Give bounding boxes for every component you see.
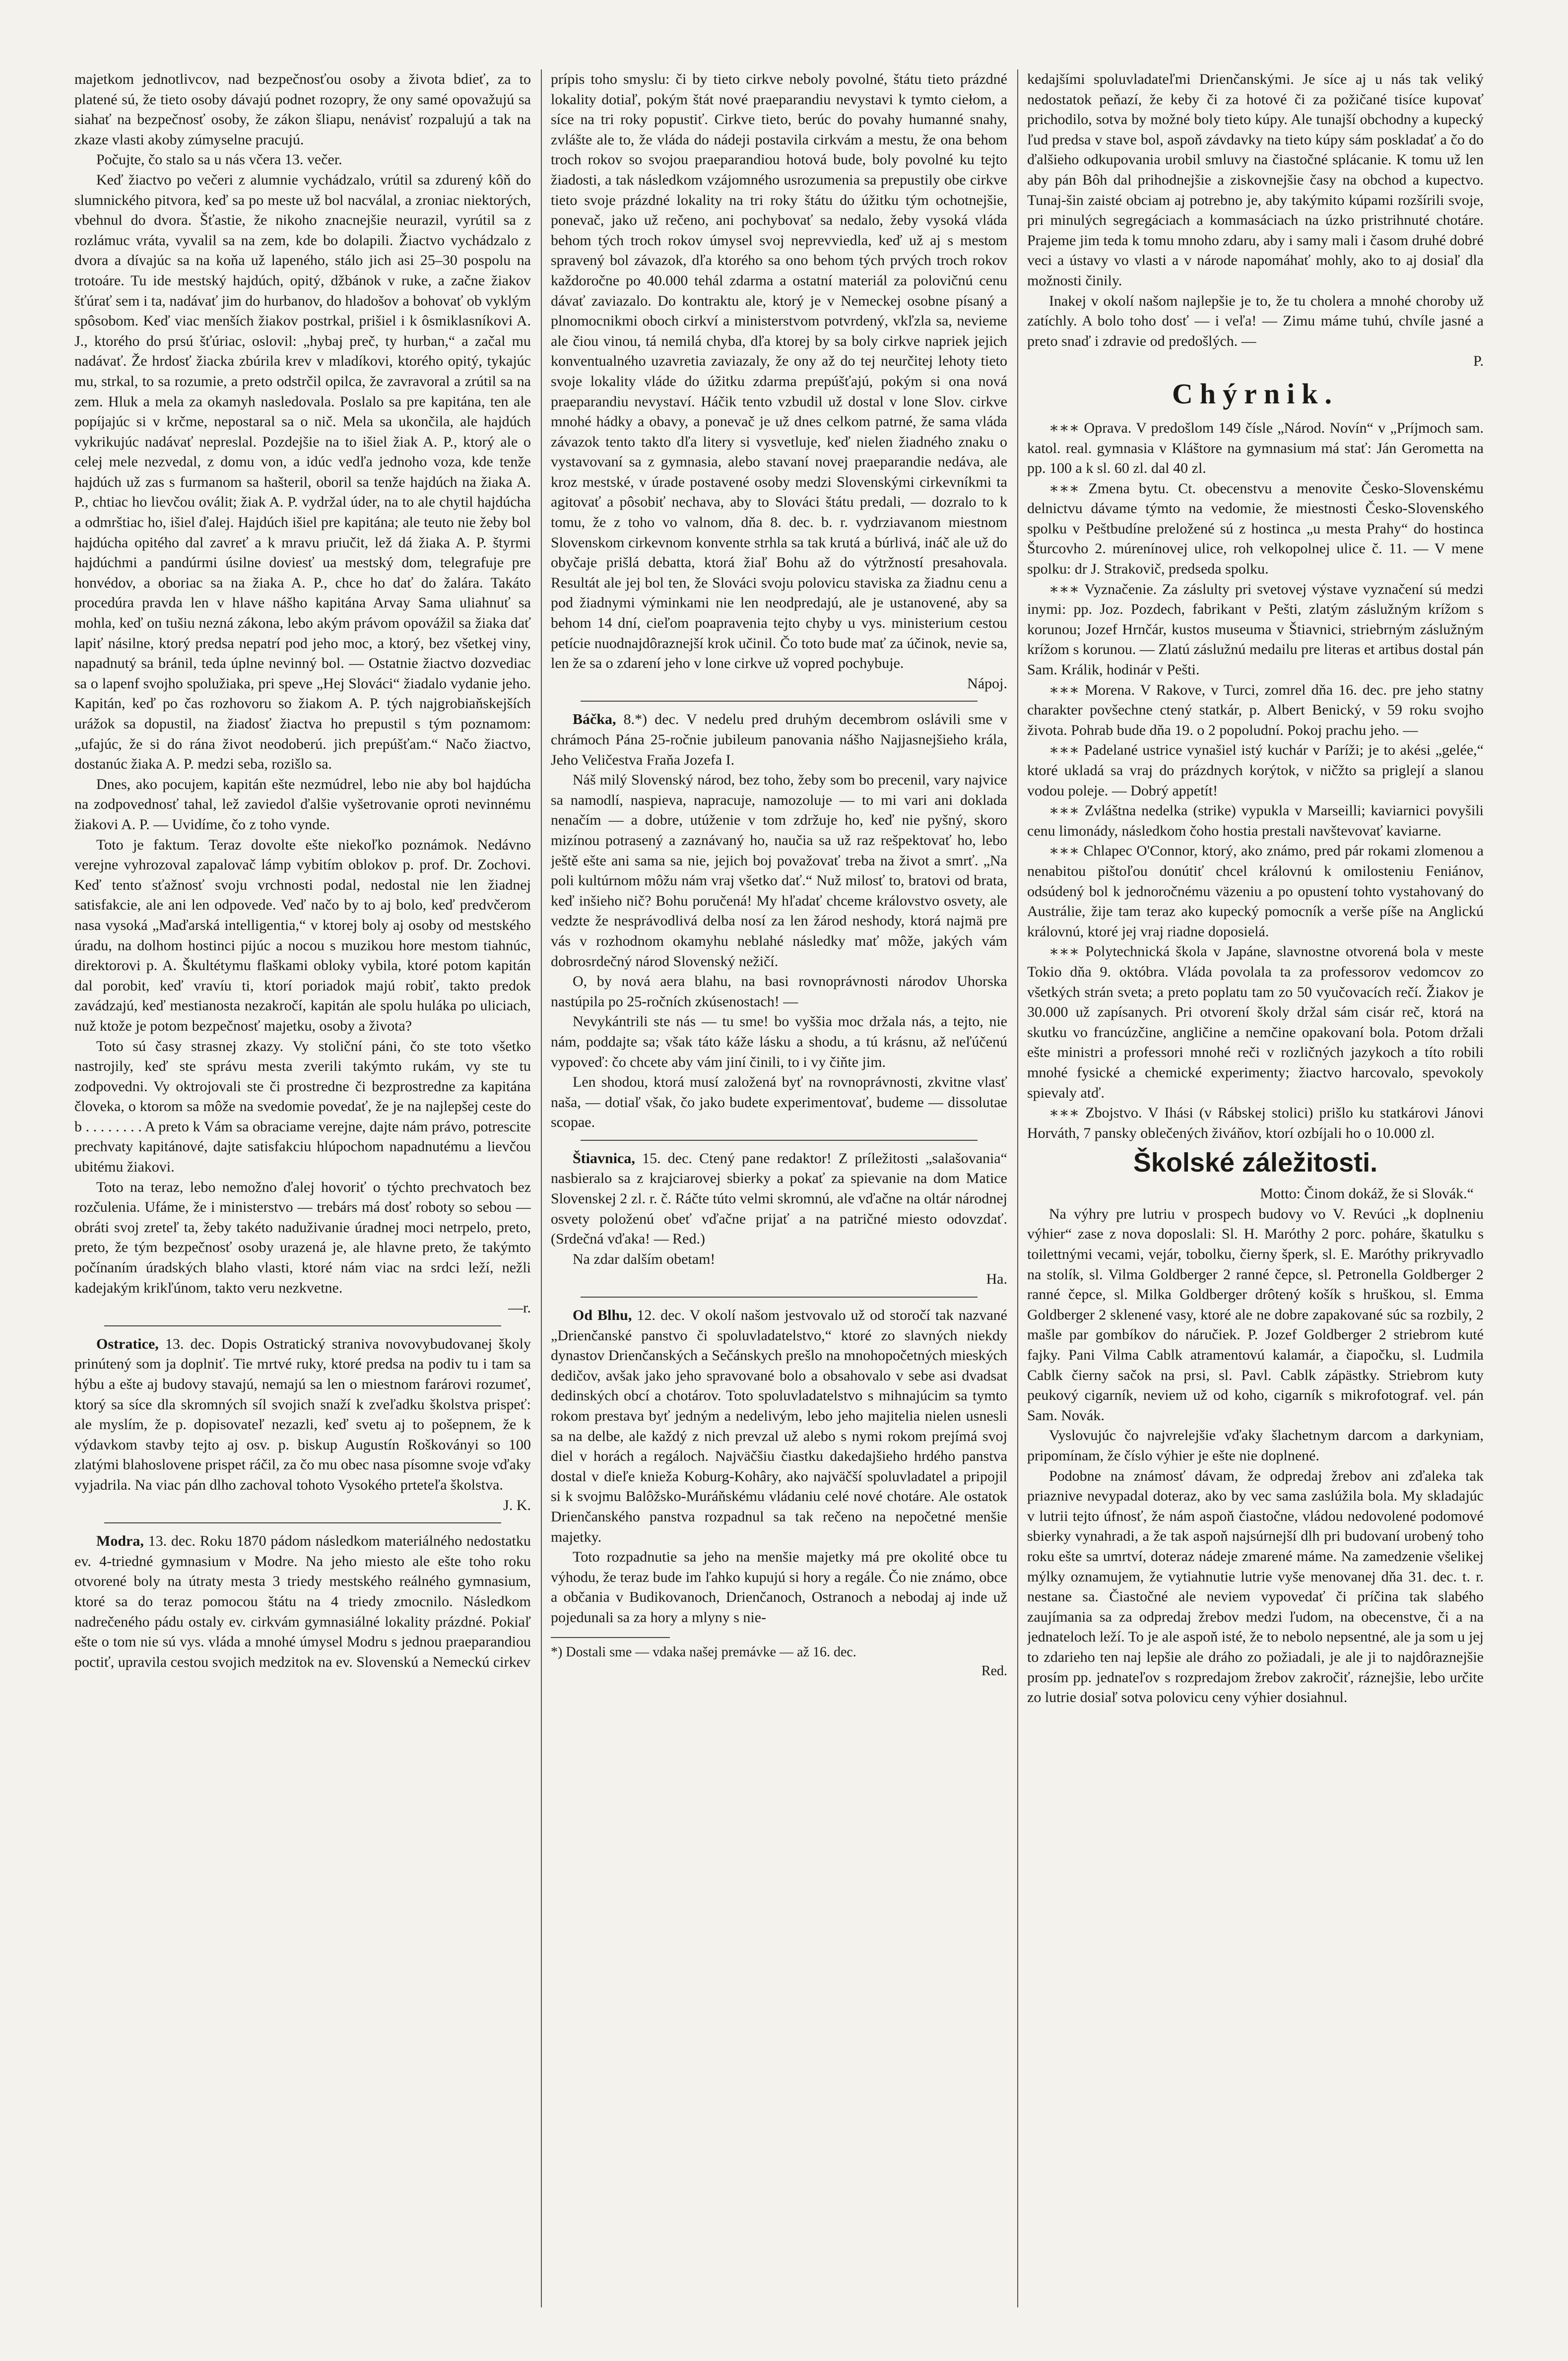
article-separator [581,701,978,702]
motto [1027,1184,1484,1204]
article-paragraph [74,1037,531,1178]
paragraph-text: Na zdar dalším obetam! [573,1250,716,1267]
paragraph-text: O, by nová aera blahu, na basi rovnoprávnosti národov Uhorska nastúpila po 25-ročních zkúsenostach! — [551,973,1007,1010]
paragraph-text: ∗∗∗ Padelané ustrice vynašiel istý kuchár v Paríži; je to akési „gelée,“ ktoré ukladá sa vraj do prázdnych korýtok, v ničžto sa priglejí a slanou vodou poleje. — Dobrý appetít! [1027,742,1484,799]
article-paragraph [551,770,1007,972]
paragraph-text: ∗∗∗ Oprava. V predošlom 149 čísle „Národ. Novín“ v „Príjmoch sam. katol. real. gymnasia v Kláštore na gymnasium má stať: Ján Gerometta na pp. 100 a k sl. 60 zl. dal 40 zl. [1027,419,1484,477]
paragraph-text: ∗∗∗ Morena. V Rakove, v Turci, zomrel dňa 16. dec. pre jeho statny charakter povšechne ctený statkár, p. Albert Benický, v 59 roku svojho života. Pohrab bude dňa 19. o 2 popoludní. Pokoj prachu jeho. — [1027,681,1484,738]
article-paragraph [1027,69,1484,291]
paragraph-text: 8.*) dec. V nedelu pred druhým decembrom oslávili sme v chrámoch Pána 25-ročnie jubileum panovania nášho Najjasnejšieho krála, Jeho Veličestva Fraňa Jozefa I. [551,711,1007,768]
column-divider [541,69,542,2307]
article-paragraph [551,972,1007,1012]
article-paragraph [1027,1466,1484,1708]
dateline: Ostratice, [96,1335,159,1352]
author-signature: —r. [508,1300,531,1316]
article-paragraph [551,69,1007,694]
paragraph-text: ∗∗∗ Chlapec O'Connor, ktorý, ako známo, pred pár rokami zlomenou a nenabitou pištoľou donútiť chcel královnú k omilosteniu Feniánov, odsúdený bol k jednoročnému väzeniu a po opustení tohto vystahovaný do Austrálie, žije tam teraz ako kupecký pomocník a verše píše na Anglickú královnú, ktoré jej vraj riadne doposielá. [1027,843,1484,940]
article-paragraph [74,69,531,150]
paragraph-text: ∗∗∗ Zvláštna nedelka (strike) vypukla v Marseilli; kaviarnici povyšili cenu limonády, následkom čoho hostia prestali navštevovať kaviarne. [1027,802,1484,839]
paragraph-text: Náš milý Slovenský národ, bez toho, žeby som bo precenil, vary najvice sa namodlí, naspieva, napracuje, namozoluje — to mi vari ani doklada nenačím — a dobre, utúženie v tom zdržuje ho, keď nie pyšný, skoro mizínou potrasený a zaznávaný ho, naučia sa už raz rešpektovať ho, lebo ještě ešte ani sama sa nie, jejich boj považovať treba na život a smrť. „Na poli kultúrnom môžu nám vraj všetko dať.“ Nuž milosť to, bratovi od brata, keď inšieho nič? Bohu poručená! My hľadať chceme královstvo osvety, ale vedzte že nesprávodlivá delba nosí za len žárod neshody, ktorá najmä pre vás v rozhodnom okamyhu neblahé následky mať môže, jakých vám dobrosrdečný národ Slovenský nežičí. [551,772,1007,970]
author-signature: Ha. [986,1271,1007,1288]
section-heading-school: Školské záležitosti. [1133,1148,1378,1178]
paragraph-text: Motto: Činom dokáž, že si Slovák.“ [1260,1185,1474,1202]
section-heading-chyrnik: Chýrnik. [1172,377,1339,410]
paragraph-text: ∗∗∗ Polytechnická škola v Japáne, slavnostne otvorená bola v meste Tokio dňa 9. októbra. Vláda povolala ta za professorov vedomcov zo všetkých strán sveta; a preto poplatu tam zo 50 vyučovacích rečí. Žiakov je 30.000 už zapísanych. Pri otvorení školy držal sám cisár reč, ktorá na skutku vo francúzčine, angličine a nemčine opakovaní bola. Potom držali ešte ministri a professori mnohé reči v rozličných jazykoch a títo robili mnohé fysické a chemické experimenty; žiactvo harcovalo, spevokoly spievaly atď. [1027,943,1484,1101]
paragraph-text: Inakej v okolí našom najlepšie je to, že tu cholera a mnohé choroby už zatíchly. A bolo toho dosť — i veľa! — Zimu máme tuhú, chvíle jasné a preto snaď i zdravie od predošlých. — [1027,292,1484,349]
footnote-separator [551,1637,670,1638]
article-separator [104,1325,501,1326]
article-paragraph [551,1547,1007,1628]
dateline: Štiavnica, [573,1150,635,1167]
column-divider [1017,69,1018,2307]
author-signature: J. K. [503,1497,531,1513]
newspaper-page [74,69,1484,2312]
column-left [74,69,531,2312]
paragraph-text: Toto rozpadnutie sa jeho na menšie majetky má pre okolité obce tu výhodu, že teraz bude im ľahko kupujú si hory a regále. Čo nie známo, obce a občania v Budikovanoch, Drienčanoch, Ostranoch a nebodaj aj inde už pojedunali sa za hory a mlyny s nie- [551,1549,1007,1626]
article-separator [581,1140,978,1141]
paragraph-text: Na výhry pre lutriu v prospech budovy vo V. Revúci „k doplneniu výhier“ zase z nova doposlali: Sl. H. Maróthy 2 porc. poháre, škatulku s toilettnými vecami, vejár, tobolku, čierny šperk, sl. E. Maróthy prikryvadlo na stolík, sl. Vilma Goldberger 2 ranné čepce, sl. Petronella Goldberger 2 ranné čepce, sl. Milka Goldberger drôtený košík s hruškou, sl. Emma Goldberger 2 sklenené vasy, ktoré ale ne dobre zapakované súc sa rozbily, 2 mašle par gombíkov do náručiek. P. Jozef Goldberger 2 striebrom kuté fajky. Pani Vilma Cablk atramentovú kalamár, a čiapočku, sl. Ludmila Cablk čierny sačok na prsi, sl. Pavl. Cablk zápästky. Striebrom kuty peukový cigarník, neviem už od koho, cigarník s mikrofotograf. vel. pán Sam. Novák. [1027,1205,1484,1424]
paragraph-text: 15. dec. Ctený pane redaktor! Z príležitosti „salašovania“ nasbieralo sa z krajciarovej sbierky a pokať za spievanie na dom Matice Slovenskej 2 zl. r. č. Ráčte túto velmi skromnú, ale vďačne na oltár národnej osvety položenú obeť vďačne prijať a na patričné miesto odovzdať. (Srdečná vďaka! — Red.) [551,1150,1007,1247]
paragraph-text: Dnes, ako pocujem, kapitán ešte nezmúdrel, lebo nie aby bol hajdúcha na zodpovednosť tahal, lež zaviedol ďalšie vyšetrovanie oproti nevinnému žiakovi A. P. — Uvidíme, čo z toho vynde. [74,776,531,833]
paragraph-text: Toto sú časy strasnej zkazy. Vy stoliční páni, čo ste toto všetko nastrojily, keď ste správu mesta zverili takýmto rukám, vy ste tu zodpovedni. Vy oktrojovali ste či prostredne či bezprostredne za kapitána človeka, o ktorom sa môže na svedomie povedať, že je na najlepšej ceste do b . . . . . . . . A preto k Vám sa obraciame verejne, dajte nám právo, potrescite prechvaty kapitánové, dajte satisfakciu hlúpochom napadnutému a lievčou ubitému žiakovi. [74,1038,531,1176]
article-paragraph [551,1072,1007,1133]
article-paragraph [1027,291,1484,372]
article-paragraph [1027,418,1484,479]
dateline: Od Blhu, [573,1307,632,1324]
column-right [1027,69,1484,2312]
paragraph-text: Keď žiactvo po večeri z alumnie vychádzalo, vrútil sa zdurený kôň do slumnického pitvora, keď sa po meste už bol nacválal, a zroniac niektorých, vbehnul do dvora. Šťastie, že nikoho znacnejšie neurazil, vyrútil sa z rozlámuc vráta, vyvalil sa na zem, kde bo dolapili. Žiactvo vychádzalo z dvora a dívajúc sa na koňa už lapeného, stálo jich asi 25–30 pospolu na trotoáre. Tu ide mestský hajdúch, opitý, džbánok v ruke, a začne žiakov šťúrať sem i ta, nadávať jim do hurbanov, do hladošov a bohovať ob vyklým spôsobom. Keď viac menších žiakov postrkal, prišiel i k ôsmiklasníkovi A. J., ktorého do prsú šťúriac, oslovil: „hybaj preč, ty hurban,“ a začal mu nadávať. Že hrdosť žiacka zbúrila krev v mladíkovi, ktorého opitý, tykajúc mu, strkal, to sa rozumie, a preto odstrčil opilca, že zavravoral a zrútil sa na zem. Hluk a mela za okamyh nasledovala. Poslalo sa pre kapitána, ten ale popíjajúc si v krčme, nepostaral sa o nič. Mela sa ukončila, ale hajdúch vykrikujúc nadávať nepreslal. Pozdejšie na to išiel žiak A. P., ktorý ale o celej mele nezvedal, z domu von, a idúc vedľa jednoho voza, kde tenže hajdúch už zas s furmanom sa hašteril, oboril sa tenže hajdúch na žiaka A. P., chtiac ho lievčou oválit; žiak A. P. vydržal úder, na to ale chytil hajdúcha a odmrštiac ho, išiel ďalej. Hajdúch išiel pre kapitána; ale teuto nie žeby bol hajdúcha opitého dal zavreť a k mravu priučit, lež dá žiaka A. P. štyrmi hajdúchmi a pandúrmi úsilne doviesť ua mestský dom, telegrafuje pre honvédov, a oboriac sa na žiaka A. P., chce ho dať do žalára. Takáto procedúra pravda len v hlave nášho kapitána Arvay Sama uliahnuť sa mohla, keď on tušiu nezná zákona, lebo akým právom opovážil sa žiaka dať lapiť násilne, ktorý predsa nepatrí pod jeho moc, a ktorý, bez všetkej viny, napadnutý sa bránil, teda úplne nevinný bol. — Ostatnie žiactvo dozvediac sa o lapenf svojho spolužiaka, pri speve „Hej Slováci“ žiadalo vydanie jeho. Kapitán, keď po čas rozhovoru so žiakom A. P. tých najgrobiaňskejších urážok sa dopustil, na žiadosť žiactva ho prepustil s tým poznamom: „ufajúc, že si do rána život neodoberú. jich prepúšťam.“ Načo žiactvo, dostanúc žiaka A. P. medzi seba, rozišlo sa. [74,171,531,773]
article-paragraph [74,1531,531,1672]
paragraph-text: majetkom jednotlivcov, nad bezpečnosťou osoby a života bdieť, za to platené sú, že tieto osoby dávajú podnet rozopry, že ony samé opovažujú sa siahať na bezpečnosť osoby, že zákon šliapu, nenávisť rozpalujú a tak na zkaze vlasti akoby zúmyselne pracujú. [74,71,531,148]
paragraph-text: ∗∗∗ Zbojstvo. V Ihási (v Rábskej stolici) prišlo ku statkárovi Jánovi Horváth, 7 pansky oblečených živáňov, ktorí ozbíjali ho o 10.000 zl. [1027,1105,1484,1141]
author-signature: Red. [981,1663,1007,1679]
column-middle [551,69,1007,2312]
article-paragraph [1027,801,1484,841]
author-signature: P. [1473,353,1484,370]
article-paragraph [74,1334,531,1515]
article-paragraph [551,1012,1007,1072]
paragraph-text: *) Dostali sme — vdaka našej premávke — až 16. dec. [551,1644,856,1660]
paragraph-text: Len shodou, ktorá musí založená byť na rovnoprávnosti, zkvitne vlasť naša, — dotiaľ však, čo jako budete experimentovať, budeme — dissolutae scopae. [551,1074,1007,1131]
article-paragraph [1027,1426,1484,1466]
paragraph-text: prípis toho smyslu: či by tieto cirkve neboly povolné, štátu tieto prázdné lokality dotiaľ, pokým štát nové praeparandiu nevystavi k tymto ciełom, a síce na tri roky popustiť. Cirkve tieto, berúc do povahy humanné snahy, zvlášte ale to, že vláda do nádeji postavila cirkvám a mestu, že ona behom troch rokov so svojou praeparandiou hotová bude, boly povolné ku tejto žiadosti, a tak následkom vzájomného usrozumenia sa prepustily obe cirkve tieto svoje prázdné lokality na tri roky štátu do úžitku tým ochotnejšie, ponevač, jako už rečeno, ani pochybovať sa nedalo, žeby vysoká vláda behom tých troch rokov úmysel svoj neprevviedla, keď už aj s mestom spravený bol závazok, dľa ktorého sa ono behom tých prvých troch rokov každoročne po 40.000 tehál zdarma a ostatní materiál za polovičnú cenu dávať zaviazalo. Do kontraktu ale, ktorý je v Nemeckej osobne písaný a plnomocnikmi oboch cirkví a ministerstvom potvrdený, vkľzla sa, nevieme ale čiou vinou, tá nemilá chyba, dľa ktorej by sa boly cirkve napriek jejich konventualného uzavretia zaviazaly, že ony až do tej neurčitej lehoty tieto svoje lokality vláde do úžitku zdarma prepúšťajú, pokým si ona nová praeparandiu nevystaví. Háčik tento vzbudil už dostal v lone Slov. cirkve mnohé hádky a obavy, a ponevač je už dnes celkom patrné, že sama vláda závazok tento takto dľa litery si vysvetluje, keď nielen žiadného znaku o vystavovaní sa z gymnasia, alebo stavaní novej praeparandie nedáva, ale kroz mestské, v úrade postavené osoby medzi Slovenskými cirkevníkmi ta agitovať a pôsobiť nechava, aby to Slováci štátu predali, — dozralo to k tomu, že z toho vo valnom, dňa 8. dec. b. r. vydrziavanom miestnom Slovenskom cirkevnom konvente strhla sa tak krutá a búrlivá, ináč ale už do obyčaje prišlá debatta, ktorá žiaľ Bohu až do výtržností presahovala. Resultát ale jej bol ten, že Slováci svoju polovicu staviska za žiadnu cenu a pod žiadnymi výminkami nie len neodpredajú, ale je ustanovené, aby sa behom 14 dní, cieľom poapravenia tejto chyby u vys. ministerium cestou petície nuodnajdôraznejší krok učinil. Čo toto bude mať za účinok, nevie sa, len že sa o zdarení jeho v lone cirkve už vopred pochybuje. [551,71,1007,672]
paragraph-text: 12. dec. V okolí našom jestvovalo už od storočí tak nazvané „Drienčanské panstvo či spoluvladatelstvo,“ ktoré zo slavných niekdy dynastov Drienčanských a Sečánskych prešlo na mnohopočetných mieských dedičov, avšak jako jeho spravované bolo a obsahovalo v sebe asi dvadsat dedinských obcí a chotárov. Toto spoluvladatelstvo s mihnajúcim sa tymto rokom prestava byť jedným a nedelivým, lebo jeho majitelia nielen usnesli sa na delbe, ale každý z nich prevzal už alebo s nymi rokom prejímá svoj diel v horách a regáloch. Najväčšiu čiastku dakedajšieho hrdého panstva dostal v dieľe knieža Koburg-Kohâry, ako najväčší spoluvladatel a pripojil si k svojmu Balôžsko-Muráňskému vládaniu celé nové chotáre. Ale ostatok Drienčanského panstva rozpadnul sa tak rečeno na nepočetné menšie majetky. [551,1307,1007,1545]
paragraph-text: kedajšími spoluvladateľmi Drienčanskými. Je síce aj u nás tak veliký nedostatok peňazí, že keby či za hotové či za požičané tisíce kupovať prichodilo, sotva by možné boly tieto kúpy. Ale tunajší obchodny a kupecký ľud predsa v stave bol, aspoň závdavky na tieto kúpy sám poskladať a čo do ďalšieho odkupovania urobil smluvy na čiastočné splácanie. K tomu už len aby pán Bôh dal prihodnejšie a ziskovnejšie časy na obchod a kupectvo. Tunaj-šin zaisté obciam aj potrebno je, aby takýmito kúpami rozšírili svoje, pri minulých segregáciach a kommasáciach na úzko pristrihnuté chotáre. Prajeme jim teda k tomu mnoho zdaru, aby i samy mali i časom druhé dobré veci a ústavy vo vlasti a v národe napomáhať mohly, ako to aj dosiaľ dla možnosti činily. [1027,71,1484,289]
article-paragraph [74,150,531,170]
paragraph-text: Vyslovujúc čo najvrelejšie vďaky šlachetnym darcom a darkyniam, pripomínam, že číslo výhier je ešte nie doplnené. [1027,1427,1484,1464]
article-paragraph [74,170,531,775]
article-paragraph [1027,580,1484,680]
article-paragraph [551,1149,1007,1249]
article-paragraph [1027,1103,1484,1143]
paragraph-text: Počujte, čo stalo sa u nás včera 13. večer. [96,151,342,168]
paragraph-text: ∗∗∗ Zmena bytu. Ct. obecenstvu a menovite Česko-Slovenskému delnictvu dávame týmto na vedomie, že miestnosti Česko-Slovenského spolku v Peštbudíne preložené sú z hostinca „u mesta Prahy“ do hostinca Šturcovho 2. múrenínovej ulice, roh velkopolnej ulice č. 11. — V mene spolku: dr J. Strakovič, predseda spolku. [1027,480,1484,578]
author-signature: Nápoj. [967,675,1007,692]
article-paragraph [1027,680,1484,741]
article-paragraph [74,835,531,1037]
article-paragraph [1027,841,1484,942]
article-paragraph [551,1306,1007,1547]
dateline: Modra, [96,1533,144,1550]
paragraph-text: 13. dec. Dopis Ostratický straniva novovybudovanej školy prinútený som ja doplniť. Tie mrtvé ruky, ktoré predsa na podiv tu i tam sa hýbu a ešte aj budovy stavajú, nemajú sa len o miestnom farárovi rozumeť, ktorý sa síce dla skromných síl svojich snaží k zveľadku školstva prispeť: ale myslím, že p. dopisovateľ nezazli, keď svetu aj to pošepnem, že k výdavkom stavby tejto aj osv. p. biskup Augustín Roškoványi so 100 zlatými blahoslovene prispet ráčil, za čo mu obec nasa písomne svoje vďaky vyjadrila. Na viac pán dlho zachoval tohoto Vysokého prteteľa školstva. [74,1335,531,1493]
article-paragraph [551,1249,1007,1290]
paragraph-text: Podobne na známosť dávam, že odpredaj žrebov ani zďaleka tak priaznive nevypadal doteraz, ako by vec sama zaslúžila bola. My skladajúc v lutrii tejto úfnosť, že nám aspoň čiastočne, vládou nedovolené podomové sbierky vynahradi, a že tak aspoň najsúrnejší dlh pri budovaní urobený toho roku ešte sa umrtví, doteraz nádeje zmarené máme. Na zamedzenie všelikej mýlky oznamujem, že vytiahnutie lutrie vyše menovanej dňa 31. dec. t. r. nestane sa. Čiastočné ale neviem vypovedať či príčina tak slabého zaujímania sa za odpredaj žrebov medzi ľudom, na obecenstve, či a na jednateloch leží. To je ale aspoň isté, že to nebolo nepsentné, ale ja som u jej to zdarieho ten naj lepšie ale dráho zo požiadali, je ale ji to najdôraznejšie prosím pp. jednateľov s rozpredajom žrebov zakročiť, ráznejšie, lebo určite zo lutrie dosiaľ sotva polovicu ceny výhier dosiahnul. [1027,1467,1484,1706]
paragraph-text: 13. dec. Roku 1870 pádom následkom materiálného nedostatku ev. 4-triedné gymnasium v Modre. Na jeho miesto ale ešte toho roku otvorené boly na útraty mesta 3 triedy mestského reálného gymnasium, ktoré sa do teraz pomocou štátu na 4 triedy zmocnilo. Následkom nadrečeného pádu ostaly ev. cirkvám gymnasiálné lokality prázdné. Pokiaľ ešte o tom nie sú vys. vláda a mnohé úmysel Modru s jednou praeparandiou poctiť, upravila cestou svojich medzitok na ev. Slovenskú a Nemeckú cirkev [74,1533,531,1670]
article-paragraph [74,775,531,835]
article-paragraph [1027,479,1484,580]
article-paragraph [1027,942,1484,1103]
paragraph-text: ∗∗∗ Vyznačenie. Za záslulty pri svetovej výstave vyznačení sú medzi inymi: pp. Joz. Pozdech, fabrikant v Pešti, zlatým záslužným krížom s korunou; Jozef Hrnčár, kustos museuma v Štiavnici, striebrným záslužným krížom s korunou. — Zlatú záslužnú medailu pre literas et artibus dostal pán Sam. Králik, hodinár v Pešti. [1027,581,1484,678]
dateline: Báčka, [573,711,616,728]
paragraph-text: Nevykántrili ste nás — tu sme! bo vyššia moc držala nás, a tejto, nie nám, poddajte sa; však táto káže lásku a shodu, a tú krásnu, až neľúčenú vypoveď: čo chcete aby vám jiní činili, to i vy čiňte jim. [551,1013,1007,1070]
article-separator [581,1297,978,1298]
paragraph-text: Toto na teraz, lebo nemožno ďalej hovoriť o týchto prechvatoch bez rozčulenia. Ufáme, že i ministerstvo — trebárs má dosť roboty so sebou — obráti svoj zreteľ ta, žeby takéto naduživanie úradnej moci netrpelo, preto, preto, že tým bezpečnosť osoby urazená je, ale hlavne preto, že takýmto počínaním úradských blaho vlasti, ktoré nám viac na srdci leží, nežli kadejakým krikľúnom, takto veru nezkvetne. [74,1179,531,1296]
article-paragraph [1027,740,1484,801]
footnote [551,1643,1007,1681]
article-separator [104,1522,501,1523]
article-paragraph [551,710,1007,770]
paragraph-text: Toto je faktum. Teraz dovolte ešte niekoľko poznámok. Nedávno verejne vyhrozoval zapalovač lámp vybitím oblokov p. prof. Dr. Zochovi. Keď tento sťažnosť svoju vrchnosti podal, nedostal nie len žiadnej satisfakcie, ale ani len odpovede. Veď načo by to aj bolo, keď predvčerom nasa vysoká „Maďarská intelligentia,“ v ktorej boly aj osoby od mestského úradu, na dolhom hostinci pijúc a nocou s muzikou hore mestom tiahnúc, direktorovi p. A. Škultétymu flaškami obloky vybila, ktoré potom kapitán dal porobit, keď vravíu ti, ktorí poriadok majú robiť, takto predok zavádzajú, keď mestianosta nezakročí, kapitán ale spolu huláka po uliciach, nuž ktože je potom bezpečnosť majetku, osoby a života? [74,836,531,1034]
article-paragraph [74,1178,531,1318]
article-paragraph [1027,1204,1484,1426]
